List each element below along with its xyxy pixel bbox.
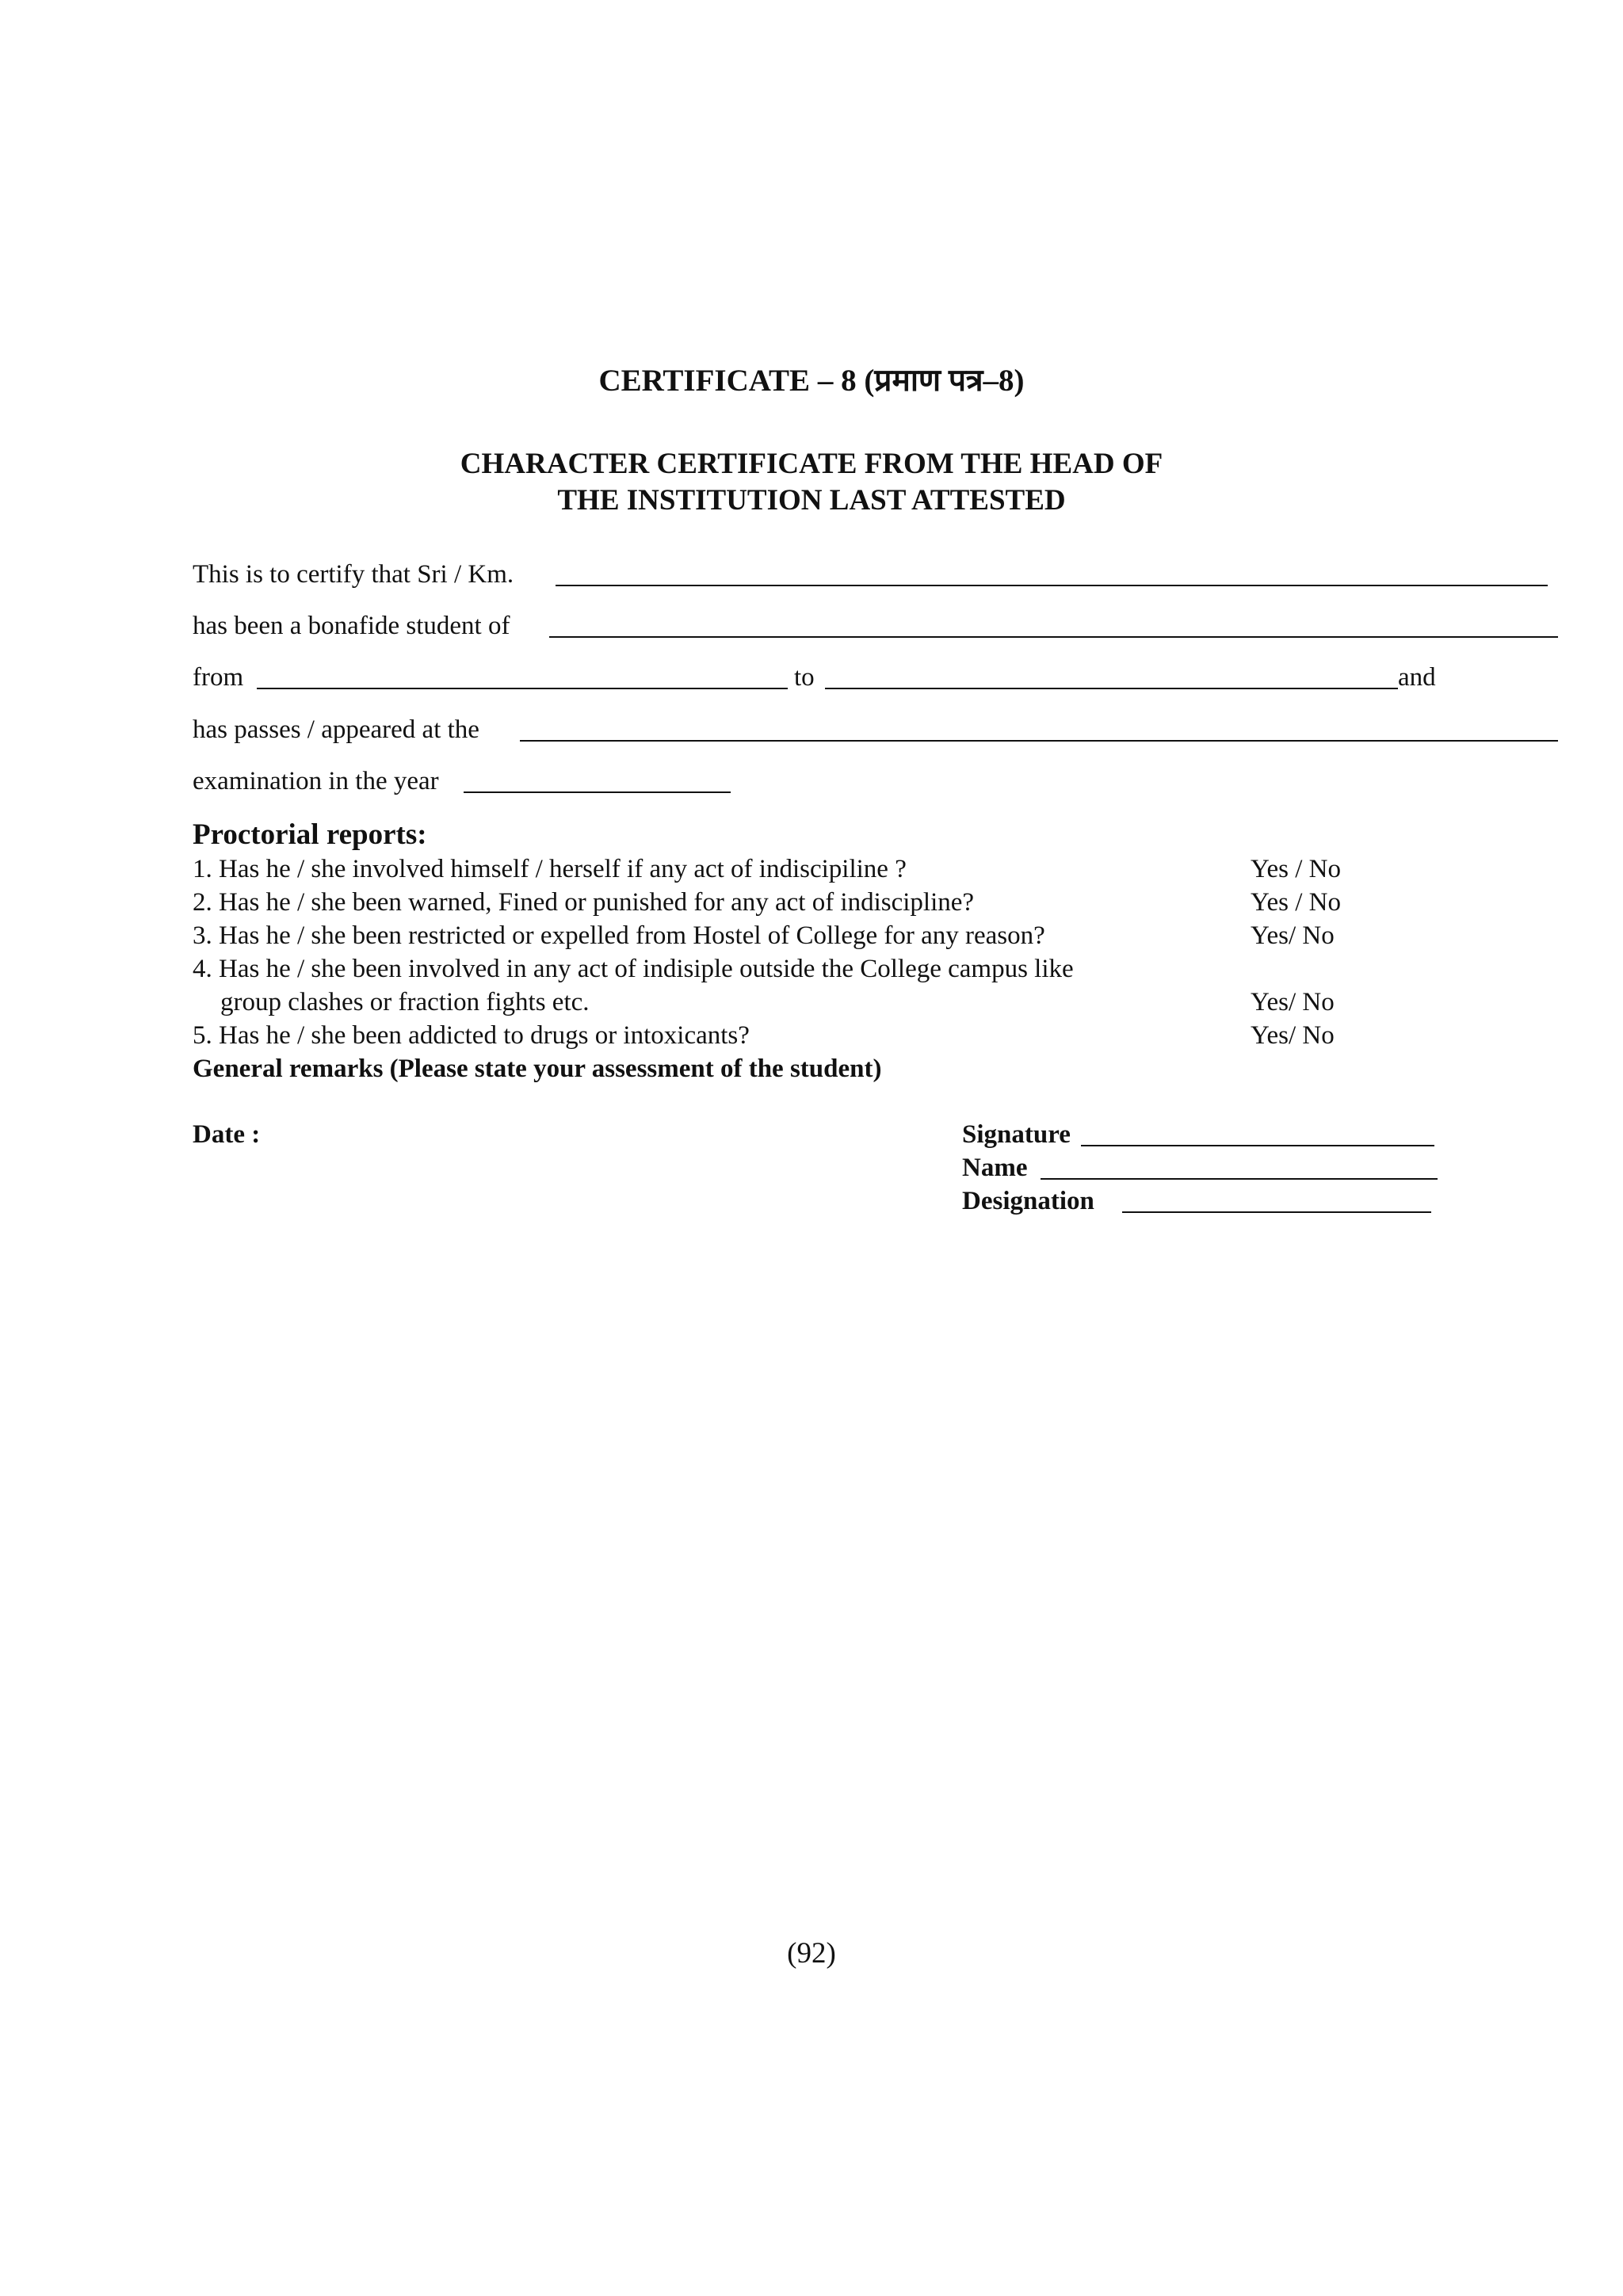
question-2: 2. Has he / she been warned, Fined or punished for any act of indiscipline? (193, 888, 975, 917)
date-label: Date : (193, 1120, 261, 1149)
student-name-blank[interactable] (556, 585, 1548, 586)
exam-year-label: examination in the year (193, 767, 439, 795)
page-number: (92) (787, 1937, 836, 1970)
designation-label: Designation (962, 1187, 1094, 1215)
bonafide-label: has been a bonafide student of (193, 612, 510, 640)
exam-year-blank[interactable] (464, 791, 731, 793)
signature-blank[interactable] (1081, 1145, 1434, 1146)
name-blank[interactable] (1041, 1178, 1438, 1180)
answer-3[interactable]: Yes/ No (1251, 921, 1335, 950)
answer-5[interactable]: Yes/ No (1251, 1021, 1335, 1050)
name-label: Name (962, 1154, 1028, 1182)
institution-name-blank[interactable] (549, 636, 1558, 638)
answer-4[interactable]: Yes/ No (1251, 988, 1335, 1016)
certificate-subtitle-line-1: CHARACTER CERTIFICATE FROM THE HEAD OF (460, 448, 1163, 480)
proctorial-heading: Proctorial reports: (193, 818, 427, 851)
from-date-blank[interactable] (257, 688, 788, 689)
question-1: 1. Has he / she involved himself / herself if any act of indiscipiline ? (193, 855, 907, 883)
question-5: 5. Has he / she been addicted to drugs or intoxicants? (193, 1021, 750, 1050)
from-label: from (193, 663, 244, 692)
answer-2[interactable]: Yes / No (1251, 888, 1342, 917)
to-date-blank[interactable] (825, 688, 1398, 689)
certificate-subtitle-line-2: THE INSTITUTION LAST ATTESTED (557, 484, 1066, 517)
designation-blank[interactable] (1122, 1211, 1431, 1213)
and-label: and (1398, 663, 1436, 692)
question-4: 4. Has he / she been involved in any act of indisiple outside the College campus like (193, 955, 1074, 983)
answer-1[interactable]: Yes / No (1251, 855, 1342, 883)
certificate-title: CERTIFICATE – 8 (प्रमाण पत्र–8) (598, 364, 1025, 398)
signature-label: Signature (962, 1120, 1071, 1149)
to-label: to (794, 663, 815, 692)
question-4-continued: group clashes or fraction fights etc. (220, 988, 590, 1016)
certify-label: This is to certify that Sri / Km. (193, 560, 514, 589)
examination-name-blank[interactable] (520, 740, 1558, 742)
general-remarks: General remarks (Please state your assessment of the student) (193, 1055, 882, 1083)
question-3: 3. Has he / she been restricted or expelled from Hostel of College for any reason? (193, 921, 1045, 950)
passed-label: has passes / appeared at the (193, 715, 479, 744)
